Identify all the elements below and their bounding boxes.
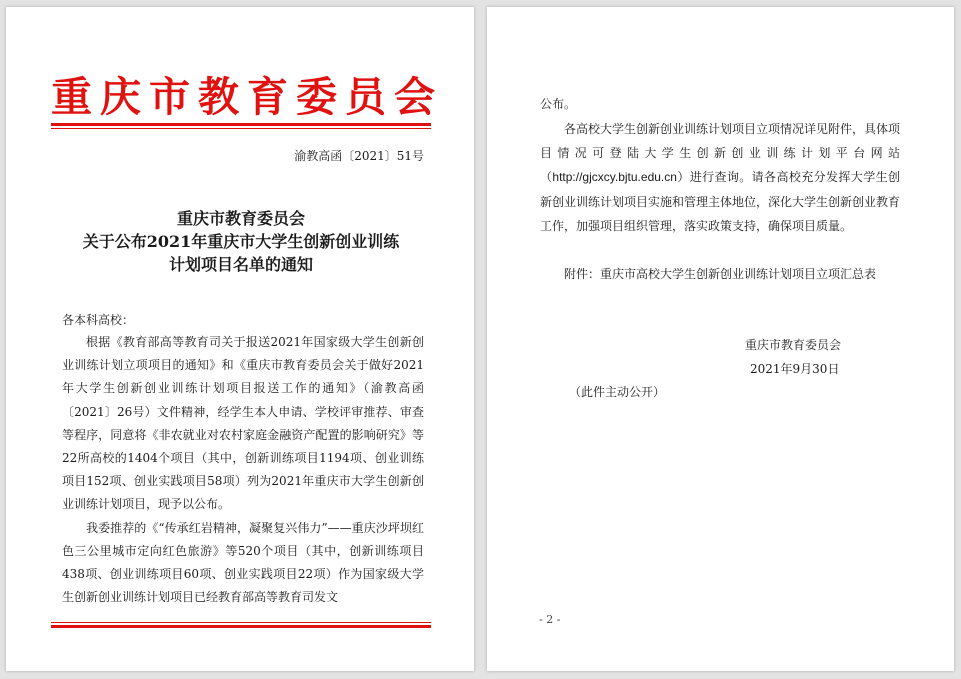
- title-line-3: 计划项目名单的通知: [168, 255, 313, 274]
- footer-red-rule: [51, 625, 431, 628]
- document-page-right: [487, 7, 954, 671]
- public-note: （此件主动公开）: [569, 385, 666, 399]
- title-line-1: 重庆市教育委员会: [176, 209, 305, 228]
- main-paragraph-part-1: 各高校大学生创新创业训练计划项目立项情况详见附件，具体项目情况可登陆大学生创新创业训练计划平台网站（: [540, 122, 901, 185]
- title-line-2: 关于公布2021年重庆市大学生创新创业训练: [82, 232, 400, 251]
- masthead-red-rule: [51, 123, 431, 126]
- body-text: [62, 331, 424, 609]
- issue-date: 2021年9月30日: [750, 362, 840, 376]
- masthead-title: 重庆市教育委员会: [51, 73, 443, 121]
- document-title: [51, 207, 431, 276]
- footer-red-rule-thin: [51, 622, 431, 623]
- continuation-text: 公布。: [540, 97, 577, 111]
- salutation: 各本科高校：: [62, 313, 135, 327]
- attachment-note: 附件：重庆市高校大学生创新创业训练计划项目立项汇总表: [564, 267, 877, 281]
- main-paragraph-part-2: ）进行查询。请各高校充分发挥大学生创新创业训练计划项目实施和管理主体地位，深化大学生创新创业教育工作，加强项目组织管理，落实政策支持，确保项目质量。: [540, 170, 901, 233]
- page-number: - 2 -: [539, 613, 561, 626]
- masthead-red-rule-thin: [51, 128, 431, 129]
- paragraph-2: 我委推荐的《“传承红岩精神，凝聚复兴伟力”——重庆沙坪坝红色三公里城市定向红色旅游》等520个项目（其中，创新训练项目438项、创业训练项目60项、创业实践项目22项）作为国家级大学生创新创业训练计划项目已经教育部高等教育司发文: [62, 520, 424, 605]
- main-paragraph: [540, 117, 900, 238]
- document-page-left: [6, 7, 474, 671]
- paragraph-1: 根据《教育部高等教育司关于报送2021年国家级大学生创新创业训练计划立项项目的通知》和《重庆市教育委员会关于做好2021年大学生创新创业训练计划项目报送工作的通知》（渝教高函〔2021〕26号）文件精神，经学生本人申请、学校评审推荐、审查等程序，同意将《非农就业对农村家庭金融资产配置的影响研究》等22所高校的1404个项目（其中，创新训练项目1194项、创业训练项目152项、创业实践项目58项）列为2021年重庆市大学生创新创业训练计划项目，现予以公布。: [62, 335, 424, 512]
- document-number: 渝教高函〔2021〕51号: [294, 149, 424, 163]
- issuer-name: 重庆市教育委员会: [745, 338, 842, 352]
- platform-url-link[interactable]: http://gjcxcy.bjtu.edu.cn: [552, 170, 677, 185]
